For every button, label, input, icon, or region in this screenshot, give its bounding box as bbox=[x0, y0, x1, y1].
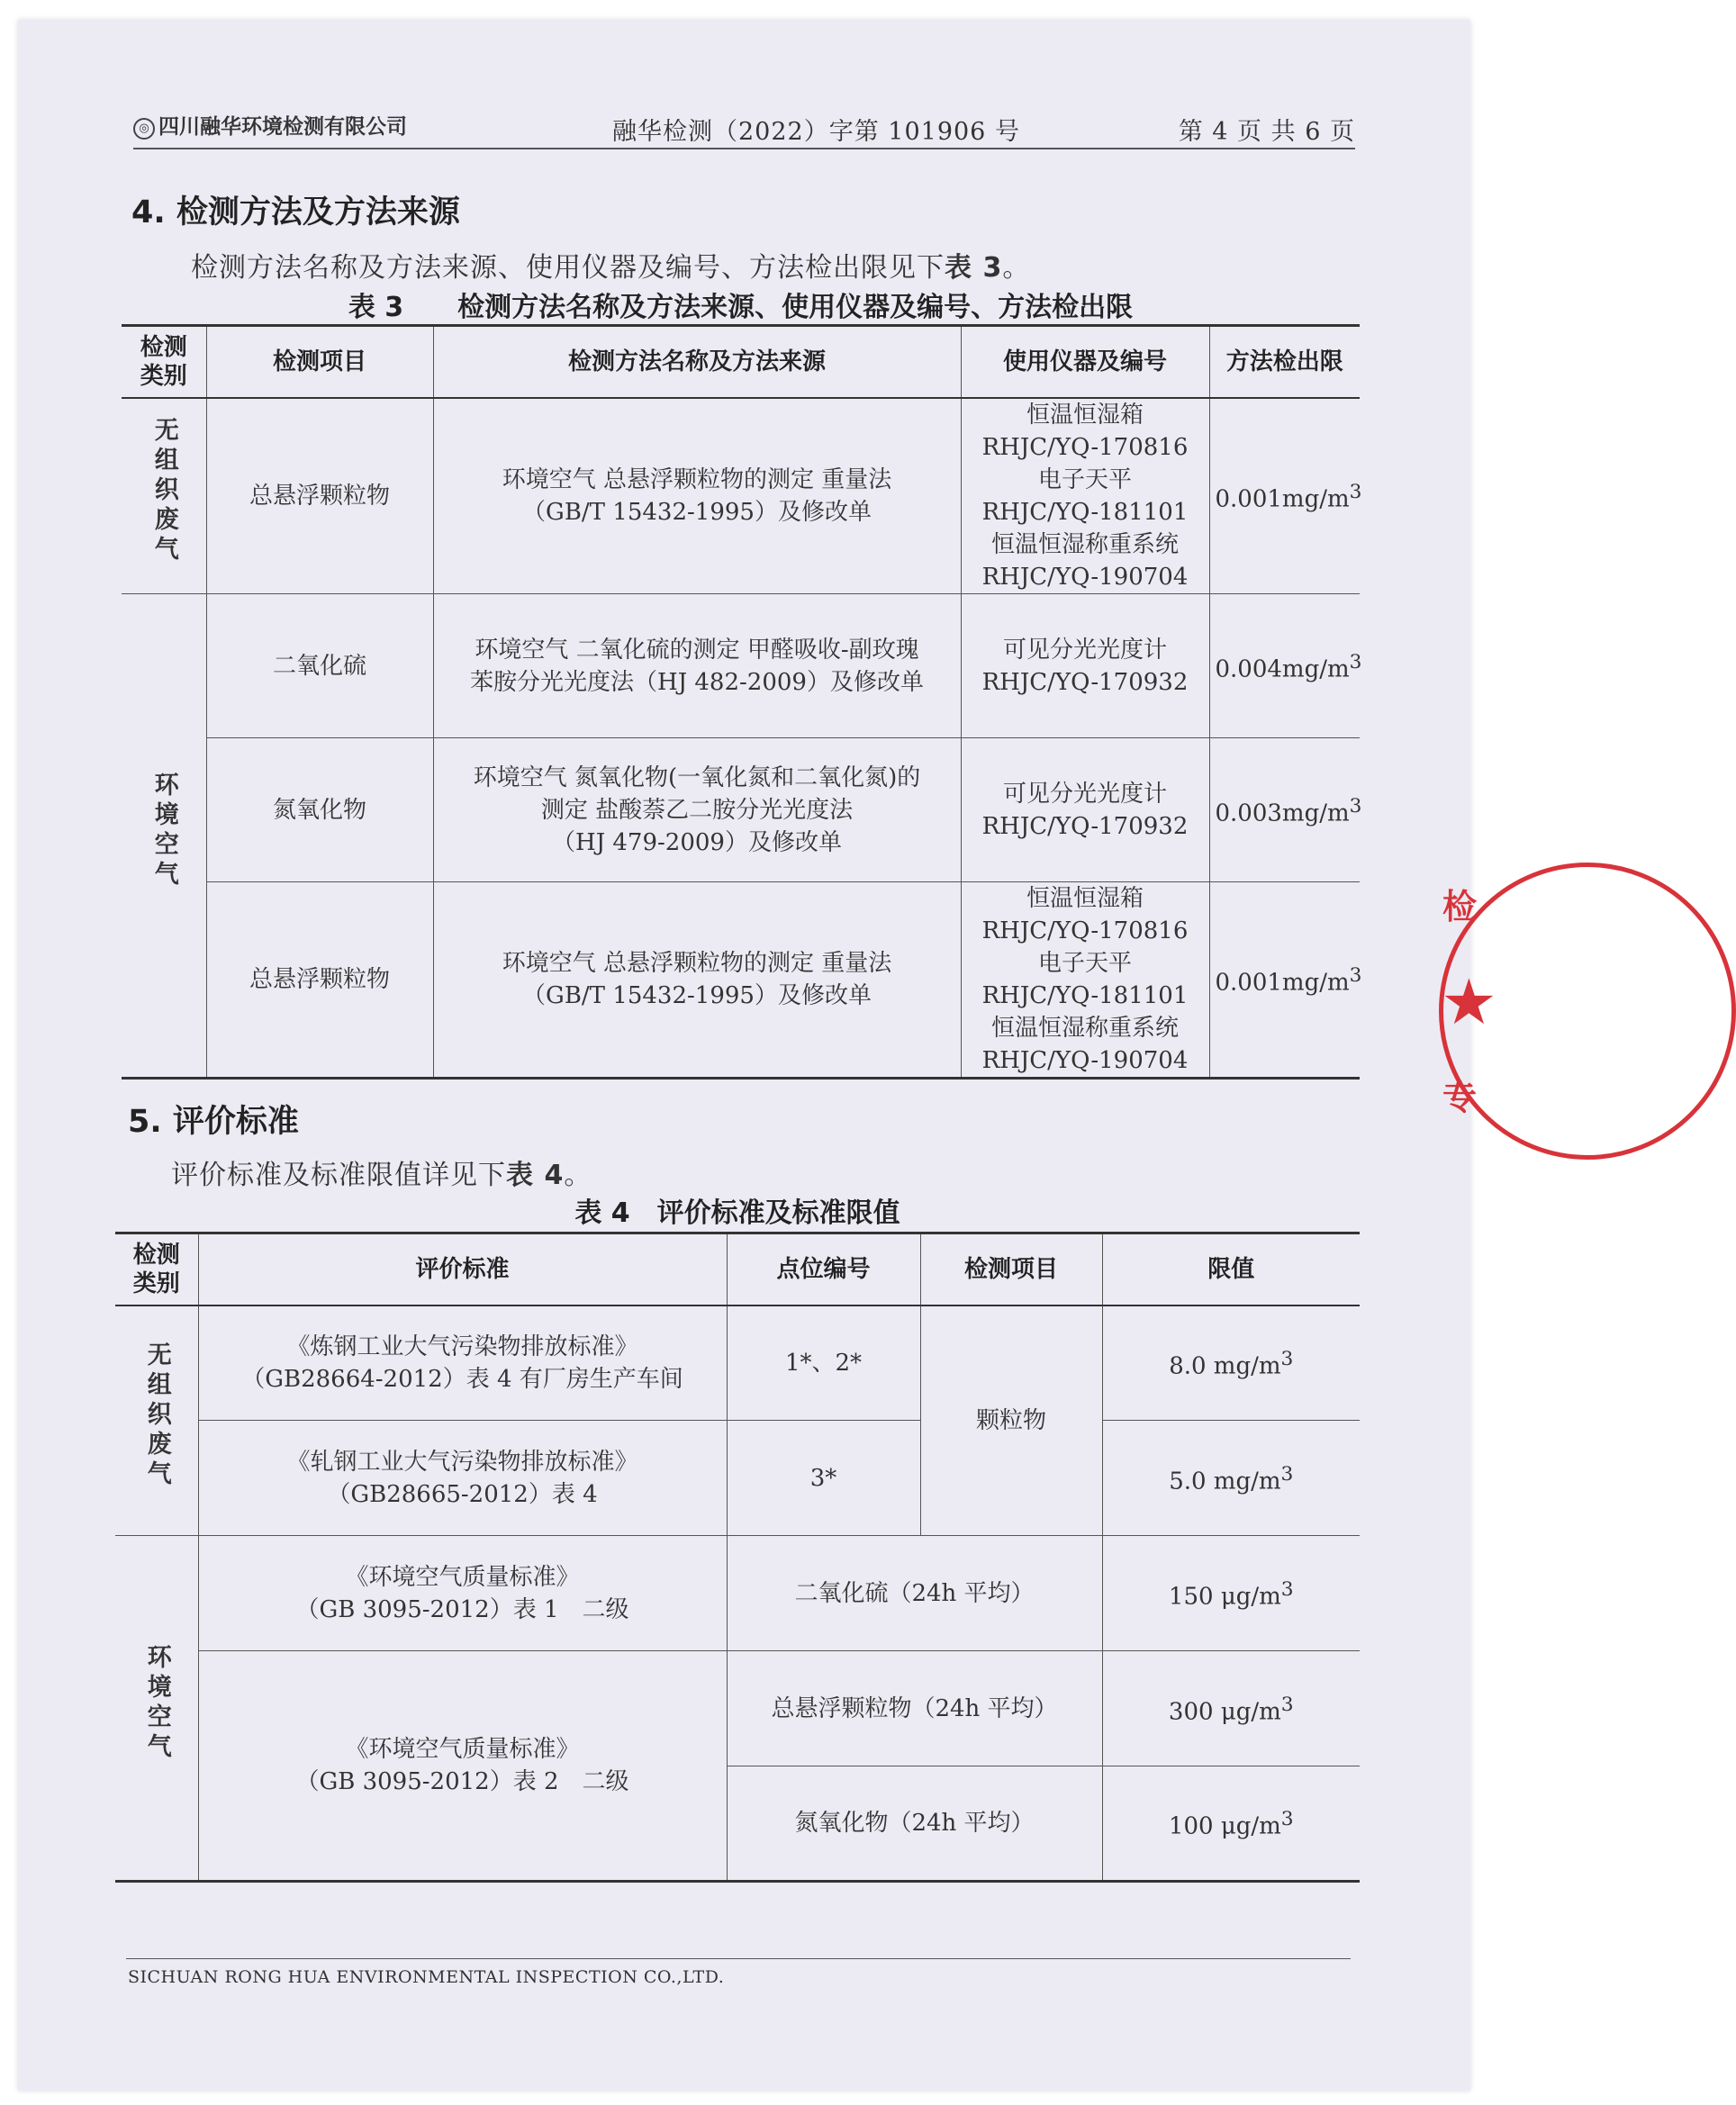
table3-header-item: 检测项目 bbox=[206, 326, 433, 398]
table3-method: 环境空气 总悬浮颗粒物的测定 重量法 （GB/T 15432-1995）及修改单 bbox=[433, 398, 961, 594]
table4-category-ambient: 环境空气 bbox=[115, 1536, 198, 1882]
company-name: ◎ 四川融华环境检测有限公司 bbox=[133, 110, 407, 140]
table4-header-standard: 评价标准 bbox=[198, 1233, 727, 1305]
table4-header-category: 检测类别 bbox=[115, 1233, 198, 1305]
table3-header-row bbox=[122, 326, 1360, 398]
table-row bbox=[115, 1421, 1360, 1536]
table3-caption: 表 3 检测方法名称及方法来源、使用仪器及编号、方法检出限 bbox=[348, 292, 1134, 323]
table4-item: 颗粒物 bbox=[920, 1305, 1102, 1536]
table3-header-category: 检测类别 bbox=[122, 326, 206, 398]
section5-intro: 评价标准及标准限值详见下表 4。 bbox=[171, 1160, 592, 1191]
footer-divider bbox=[126, 1958, 1351, 1959]
company-seal-stamp bbox=[1432, 863, 1497, 1160]
table3-category-fugitive: 无组织废气 bbox=[122, 398, 206, 594]
table3-item: 氮氧化物 bbox=[206, 738, 433, 882]
table3-method: 环境空气 氮氧化物(一氧化氮和二氧化氮)的 测定 盐酸萘乙二胺分光光度法 （HJ 479-2009）及修改单 bbox=[433, 738, 961, 882]
table3-item: 总悬浮颗粒物 bbox=[206, 398, 433, 594]
company-logo-icon: ◎ bbox=[133, 118, 155, 140]
table3-limit: $0.001mg/m^3$ bbox=[1209, 398, 1360, 594]
seal-char: 专 bbox=[1442, 1078, 1478, 1117]
table3-header-limit: 方法检出限 bbox=[1209, 326, 1360, 398]
page-header bbox=[133, 108, 1355, 149]
table4-standard: 《环境空气质量标准》 （GB 3095-2012）表 1 二级 bbox=[198, 1536, 727, 1651]
table4-standards bbox=[115, 1232, 1360, 1883]
table3-header-method: 检测方法名称及方法来源 bbox=[433, 326, 961, 398]
section5-title: 5. 评价标准 bbox=[128, 1104, 299, 1140]
table-row bbox=[122, 738, 1360, 882]
section4-title: 4. 检测方法及方法来源 bbox=[131, 194, 460, 230]
table3-instrument: 恒温恒湿箱 RHJC/YQ-170816 电子天平 RHJC/YQ-181101 恒温恒湿称重系统 RHJC/YQ-190704 bbox=[961, 398, 1209, 594]
table3-method: 环境空气 二氧化硫的测定 甲醛吸收-副玫瑰 苯胺分光光度法（HJ 482-2009）及修改单 bbox=[433, 594, 961, 738]
table4-limit: 100 $\mu g/m^3$ bbox=[1102, 1766, 1360, 1882]
table4-header-point: 点位编号 bbox=[727, 1233, 920, 1305]
document-number: 融华检测（2022）字第 101906 号 bbox=[612, 118, 1020, 146]
table3-header-instrument: 使用仪器及编号 bbox=[961, 326, 1209, 398]
table3-methods bbox=[122, 324, 1360, 1080]
table3-instrument: 恒温恒湿箱 RHJC/YQ-170816 电子天平 RHJC/YQ-181101 恒温恒湿称重系统 RHJC/YQ-190704 bbox=[961, 882, 1209, 1079]
table4-header-limit: 限值 bbox=[1102, 1233, 1360, 1305]
table3-item: 二氧化硫 bbox=[206, 594, 433, 738]
table4-point: 1*、2* bbox=[727, 1305, 920, 1421]
table-row bbox=[122, 398, 1360, 594]
table-row bbox=[115, 1536, 1360, 1651]
table-row bbox=[122, 882, 1360, 1079]
section4-intro: 检测方法名称及方法来源、使用仪器及编号、方法检出限见下表 3。 bbox=[191, 252, 1031, 284]
table4-header-row bbox=[115, 1233, 1360, 1305]
table4-item: 二氧化硫（24h 平均） bbox=[727, 1536, 1102, 1651]
table3-limit: $0.004mg/m^3$ bbox=[1209, 594, 1360, 738]
page-number: 第 4 页 共 6 页 bbox=[1178, 118, 1355, 146]
table4-point: 3* bbox=[727, 1421, 920, 1536]
table3-instrument: 可见分光光度计 RHJC/YQ-170932 bbox=[961, 738, 1209, 882]
table4-limit: 5.0 $mg/m^3$ bbox=[1102, 1421, 1360, 1536]
table3-item: 总悬浮颗粒物 bbox=[206, 882, 433, 1079]
table3-limit: $0.003mg/m^3$ bbox=[1209, 738, 1360, 882]
page-footer: SICHUAN RONG HUA ENVIRONMENTAL INSPECTION CO.,LTD. bbox=[128, 1967, 725, 1987]
table3-category-ambient: 环境空气 bbox=[122, 594, 206, 1079]
table3-method: 环境空气 总悬浮颗粒物的测定 重量法 （GB/T 15432-1995）及修改单 bbox=[433, 882, 961, 1079]
table-row bbox=[122, 594, 1360, 738]
seal-star-icon: ★ bbox=[1441, 965, 1497, 1039]
table4-header-item: 检测项目 bbox=[920, 1233, 1102, 1305]
table4-standard: 《环境空气质量标准》 （GB 3095-2012）表 2 二级 bbox=[198, 1651, 727, 1882]
table4-category-fugitive: 无组织废气 bbox=[115, 1305, 198, 1536]
table-row bbox=[115, 1651, 1360, 1766]
table4-standard: 《炼钢工业大气污染物排放标准》 （GB28664-2012）表 4 有厂房生产车间 bbox=[198, 1305, 727, 1421]
table4-item: 总悬浮颗粒物（24h 平均） bbox=[727, 1651, 1102, 1766]
seal-char: 检 bbox=[1442, 887, 1478, 926]
table4-limit: 300 $\mu g/m^3$ bbox=[1102, 1651, 1360, 1766]
table4-standard: 《轧钢工业大气污染物排放标准》 （GB28665-2012）表 4 bbox=[198, 1421, 727, 1536]
table-row bbox=[115, 1305, 1360, 1421]
table4-limit: 150 $\mu g/m^3$ bbox=[1102, 1536, 1360, 1651]
table4-item: 氮氧化物（24h 平均） bbox=[727, 1766, 1102, 1882]
table3-instrument: 可见分光光度计 RHJC/YQ-170932 bbox=[961, 594, 1209, 738]
table3-limit: $0.001mg/m^3$ bbox=[1209, 882, 1360, 1079]
table4-limit: 8.0 $mg/m^3$ bbox=[1102, 1305, 1360, 1421]
table4-caption: 表 4 评价标准及标准限值 bbox=[574, 1197, 900, 1229]
